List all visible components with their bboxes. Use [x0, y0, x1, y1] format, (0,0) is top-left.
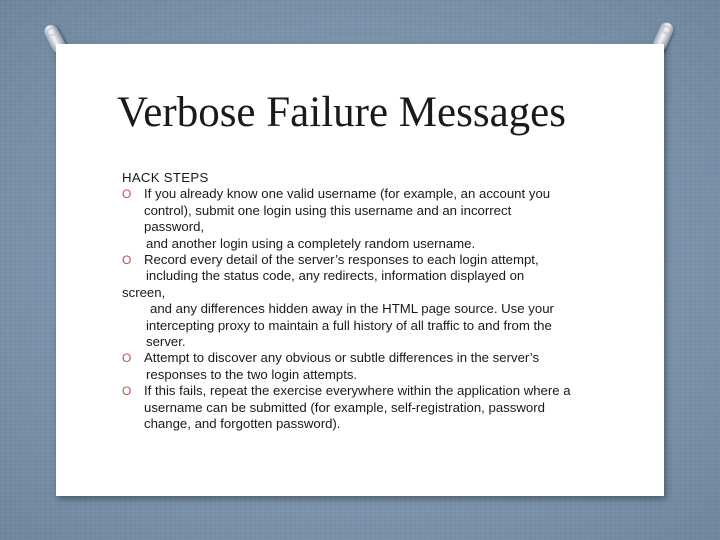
- slide-body: [122, 170, 612, 433]
- list-item: [122, 383, 612, 432]
- item-line: control), submit one login using this username and an incorrect: [144, 202, 512, 218]
- item-line: intercepting proxy to maintain a full history of all traffic to and from the: [146, 317, 552, 333]
- list-item: [122, 186, 612, 252]
- item-line: server.: [146, 334, 186, 350]
- item-line: and any differences hidden away in the HTML page source. Use your: [150, 301, 554, 317]
- item-line: including the status code, any redirects, information displayed on: [146, 268, 525, 284]
- list-item: [122, 350, 612, 383]
- hack-steps-heading: HACK STEPS: [122, 170, 209, 185]
- item-line: Attempt to discover any obvious or subtle differences in the server’s: [144, 350, 540, 366]
- item-line: screen,: [122, 284, 166, 300]
- slide-title: Verbose Failure Messages: [117, 89, 567, 136]
- item-line: username can be submitted (for example, self-registration, password: [144, 399, 545, 415]
- item-line: If you already know one valid username (for example, an account you: [144, 186, 551, 202]
- list-item: [122, 252, 612, 350]
- bullet-marker: O: [122, 384, 132, 399]
- bullet-marker: O: [122, 253, 132, 268]
- item-line: change, and forgotten password).: [144, 416, 341, 432]
- bullet-marker: O: [122, 187, 132, 202]
- item-line: and another login using a completely random username.: [146, 235, 476, 251]
- bullet-marker: O: [122, 351, 132, 366]
- item-line: responses to the two login attempts.: [146, 366, 358, 382]
- item-line: password,: [144, 219, 205, 235]
- item-line: Record every detail of the server’s responses to each login attempt,: [144, 252, 539, 268]
- item-line: If this fails, repeat the exercise everywhere within the application where a: [144, 383, 571, 399]
